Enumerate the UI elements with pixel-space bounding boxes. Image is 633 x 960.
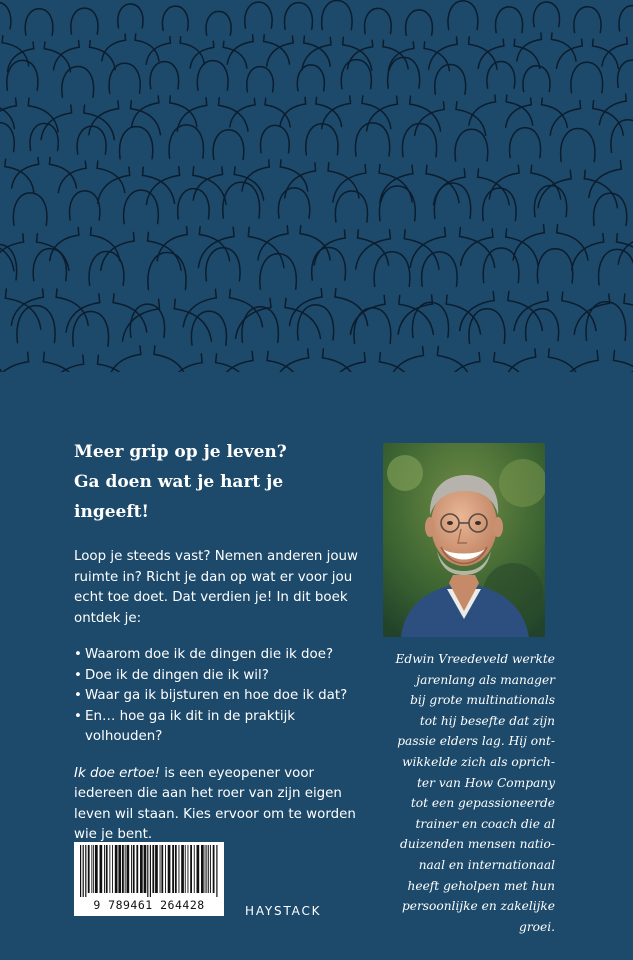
headline-line-1: Meer grip op je leven? <box>74 442 287 462</box>
author-photo <box>383 443 545 637</box>
isbn-number: 9 789461 264428 <box>93 898 205 912</box>
crowd-figure <box>356 186 439 269</box>
crowd-figure <box>599 60 633 124</box>
barcode-bar <box>100 845 103 893</box>
barcode-bar <box>133 845 135 893</box>
barcode-bar <box>150 845 151 897</box>
crowd-figure <box>504 309 580 372</box>
crowd-figure <box>132 62 197 127</box>
crowd-figure <box>478 7 540 68</box>
crowd-figure <box>190 11 247 68</box>
crowd-figure <box>0 308 6 372</box>
author-bio <box>383 649 555 937</box>
crowd-figure <box>380 124 459 203</box>
barcode-bar <box>80 845 81 897</box>
bio-line: passie elders lag. Hij ont- <box>397 734 555 749</box>
barcode-bar <box>106 845 108 893</box>
crowd-figure <box>517 2 576 61</box>
barcode-bar <box>95 845 98 893</box>
crowd-figure <box>410 183 494 267</box>
barcode-bar <box>155 845 158 893</box>
crowd-figure <box>429 1 497 69</box>
crowd-figure <box>280 65 342 127</box>
barcode-bar <box>175 845 177 893</box>
bio-line: jarenlang als manager <box>416 672 555 687</box>
question-item: • En… hoe ga ik dit in de praktijk volhouden? <box>74 707 364 748</box>
barcode-bar <box>179 845 180 893</box>
barcode-bar <box>161 845 163 893</box>
crowd-figure <box>389 302 473 372</box>
crowd-figure <box>350 252 433 335</box>
crowd-figure <box>314 191 388 265</box>
crowd-figure <box>53 8 115 70</box>
barcode-bar <box>140 845 143 893</box>
crowd-figure <box>274 305 358 372</box>
barcode-bar <box>122 845 124 893</box>
bio-line: duizenden mensen natio- <box>400 837 555 852</box>
crowd-figure <box>267 3 331 67</box>
headline <box>74 437 364 527</box>
crowd-figure <box>333 123 412 202</box>
crowd-figure <box>0 123 34 192</box>
question-item: • Doe ik de dingen die ik wil? <box>74 666 364 687</box>
bio-line: trainer en coach die al <box>415 816 555 831</box>
crowd-figure <box>618 188 633 264</box>
crowd-figure <box>66 252 147 332</box>
crowd-figure <box>50 191 120 261</box>
publisher-logo: HAYSTACK <box>245 904 322 918</box>
closing-text: is een eyeopener voor iedereen die aan het roer van zijn eigen leven wil staan. Kies ervoor om te worden wie je bent. <box>74 765 356 842</box>
crowd-figure <box>560 302 633 372</box>
crowd-figure <box>0 191 14 271</box>
bio-line: heeft geholpen met hun <box>407 878 555 893</box>
crowd-figure <box>469 61 533 125</box>
bio-line: bij grote multinationals <box>410 693 555 708</box>
barcode-bar <box>185 845 186 893</box>
crowd-figure <box>58 126 124 192</box>
crowd-figure <box>550 62 623 135</box>
crowd-figure <box>557 7 619 69</box>
crowd-figure <box>101 190 181 270</box>
barcode-bar <box>136 845 138 893</box>
barcode-bar <box>127 845 130 893</box>
barcode-bar <box>197 845 200 893</box>
crowd-figure <box>12 123 77 187</box>
crowd-figure <box>389 10 450 71</box>
crowd-figure <box>514 249 596 331</box>
barcode-bar <box>201 845 204 893</box>
question-item: • Waarom doe ik de dingen die ik doe? <box>74 645 364 666</box>
bio-line: Edwin Vreedeveld werkte <box>395 652 555 666</box>
barcode-bar <box>88 845 90 893</box>
crowd-figure <box>168 311 249 372</box>
crowd-figure <box>285 124 359 198</box>
barcode-bar <box>118 845 121 893</box>
barcode-bar <box>208 845 209 893</box>
barcode-bar <box>104 845 105 893</box>
barcode-bar <box>85 845 86 897</box>
crowd-figure <box>602 6 633 66</box>
bio-line: wikkelde zich als oprich- <box>402 754 555 769</box>
text-column <box>74 437 364 862</box>
bio-line: ter van How Company <box>417 775 555 790</box>
book-title: Ik doe ertoe! <box>74 765 160 781</box>
barcode-bar <box>181 845 184 893</box>
barcode-bar <box>216 845 217 897</box>
crowd-figure <box>177 61 248 131</box>
barcode-bar <box>115 845 118 893</box>
crowd-figure <box>538 128 617 207</box>
isbn-barcode <box>74 842 224 916</box>
crowd-figure <box>322 60 391 129</box>
barcode-bar <box>125 845 126 893</box>
crowd-figure <box>258 188 330 260</box>
question-item: • Waar ga ik bijsturen en hoe doe ik dat? <box>74 686 364 707</box>
headline-line-2: Ga doen wat je hart je ingeeft! <box>74 472 284 522</box>
barcode-bar <box>190 845 192 893</box>
crowd-figure <box>230 67 290 127</box>
crowd-figure <box>227 2 289 64</box>
crowd-figure <box>0 306 80 372</box>
barcode-bar <box>213 845 215 893</box>
barcode-bar <box>83 845 84 897</box>
barcode-bar <box>152 845 154 893</box>
crowd-illustration <box>0 0 633 372</box>
bio-line: tot een gepassioneerde <box>410 796 555 811</box>
barcode-bar <box>147 845 148 897</box>
bio-line: naal en internationaal <box>418 857 555 872</box>
barcode-bar <box>188 845 189 893</box>
barcode-bar <box>205 845 206 893</box>
barcode-bar <box>144 845 147 893</box>
barcode-bars <box>74 842 224 898</box>
closing-paragraph <box>74 764 364 846</box>
crowd-figure <box>434 129 510 204</box>
crowd-figure <box>98 127 175 204</box>
crowd-figure <box>108 304 187 372</box>
crowd-figure <box>146 125 226 204</box>
question-list <box>74 645 364 748</box>
barcode-bar <box>131 845 132 893</box>
bio-line: groei. <box>519 919 555 934</box>
intro-paragraph: Loop je steeds vast? Nemen anderen jouw ruimte in? Richt je dan op wat er voor jou echt toe doet. Dat verdien je! In dit boek ontdek je: <box>74 549 358 626</box>
crowd-figure <box>461 188 538 265</box>
barcode-bar <box>93 845 94 893</box>
bio-line: tot hij besefte dat zijn <box>419 713 555 728</box>
crowd-figure <box>0 60 58 131</box>
bio-line: persoonlijke en zakelijke <box>401 899 555 914</box>
barcode-bar <box>160 845 161 893</box>
barcode-bar <box>210 845 211 893</box>
barcode-bar <box>168 845 171 893</box>
barcode-bar <box>91 845 92 893</box>
crowd-figure <box>41 67 114 140</box>
barcode-bar <box>165 845 166 893</box>
barcode-bar <box>109 845 110 893</box>
barcode-bar <box>172 845 174 893</box>
barcode-bar <box>112 845 113 893</box>
barcode-bar <box>194 845 195 893</box>
crowd-figure <box>589 120 633 198</box>
crowd-figure <box>89 63 161 134</box>
barcode-bar <box>206 845 207 893</box>
